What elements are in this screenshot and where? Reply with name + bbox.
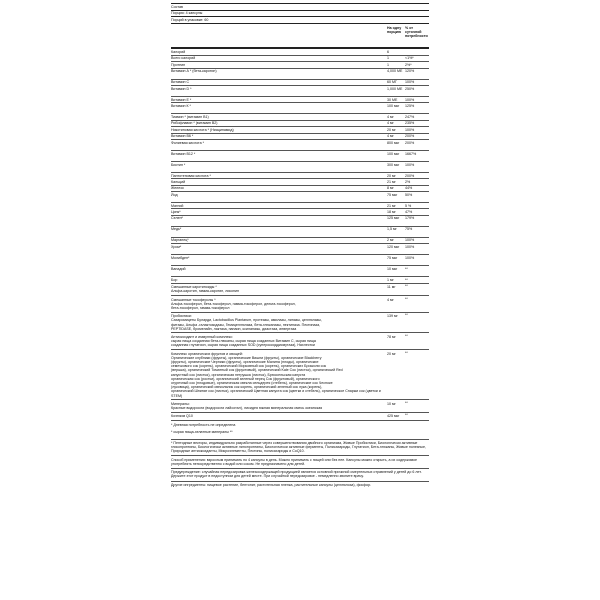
nutrient-dv: ** bbox=[405, 284, 408, 289]
amount-column-header: На одну порцию bbox=[387, 25, 402, 34]
nutrient-amount: 120 мкг bbox=[387, 244, 400, 249]
nutrient-name: Железо bbox=[171, 186, 184, 191]
ingredient-block bbox=[171, 413, 429, 421]
nutrient-amount: 78 мг bbox=[387, 334, 396, 339]
nutrient-amount: 4,000 МЕ bbox=[387, 69, 403, 74]
nutrient-dv: 235% bbox=[405, 121, 415, 126]
footer-warning: Предупреждение: случайная передозировка железосодержащей продукцией является основной причиной смертельных отравлений у детей до 6 лет. Держите этот продукт в недоступном для детей месте. При случайной передозировке - немедленно звоните врачу. bbox=[171, 468, 429, 481]
nutrient-name: Витамин А * (бета-каротин) bbox=[171, 69, 217, 74]
nutrient-name: Хром* bbox=[171, 244, 182, 249]
nutrient-name: Марганец* bbox=[171, 238, 189, 243]
nutrient-amount: 30 МЕ bbox=[387, 97, 398, 102]
nutrient-name: Витамин В6 * bbox=[171, 134, 194, 139]
nutrient-dv: 125% bbox=[405, 103, 415, 108]
nutrient-amount: 4 мг bbox=[387, 121, 394, 126]
nutrient-amount: 8 мг bbox=[387, 186, 394, 191]
nutrient-name: Молибден* bbox=[171, 255, 190, 260]
nutrient-name: Кальций bbox=[171, 179, 186, 184]
nutrient-dv: ** bbox=[405, 313, 408, 318]
nutrient-name: Витамин D * bbox=[171, 86, 192, 91]
nutrient-name: Минералы: Красные водоросли (водоросли лайсотал), лисидея южная минеральная смесь океанская bbox=[171, 401, 323, 411]
nutrient-amount: 10 мкг bbox=[387, 266, 398, 271]
nutrient-amount: 425 мкг bbox=[387, 414, 400, 419]
nutrient-name: Пантотеновая кислота * bbox=[171, 173, 211, 178]
nutrient-amount: 300 мкг bbox=[387, 162, 400, 167]
nutrient-dv: 100% bbox=[405, 255, 415, 260]
nutrient-row bbox=[171, 266, 429, 277]
footer-peptides: * Пептидные векторы, индивидуально разработанные через совершенствования двойного организма, Живые Пробиотики, Биологически активные гликопротеины, Биологически активные липопротеины, Биологически активные ферменты, Полисахариды, Глутатион, Бета-глюканы, Живые полезные, Природные антиоксиданты, Микроэлементы, Пектины, полисахариды и CoQ10. bbox=[171, 439, 429, 456]
nutrient-amount: 21 мг bbox=[387, 203, 396, 208]
nutrient-amount: 75 мкг bbox=[387, 255, 398, 260]
nutrient-dv: 75% bbox=[405, 227, 413, 232]
footnote-dv: * Дневная потребность не определена bbox=[171, 423, 236, 428]
nutrient-row bbox=[171, 255, 429, 266]
nutrient-name: Магний bbox=[171, 203, 184, 208]
nutrient-dv: 100% bbox=[405, 162, 415, 167]
nutrient-dv: 179% bbox=[405, 216, 415, 221]
ingredient-block bbox=[171, 313, 429, 334]
nutrient-name: Антиоксидант и иммунный комплекс: сырая пища созданная бета-глюканы, сырая пища созданных Витамин С, сырая пища созданная глутатион, сырая пища созданных SOD (супероксиддисмутаза), Нахлестки bbox=[171, 334, 316, 348]
nutrient-dv: ** bbox=[405, 296, 408, 301]
column-header bbox=[171, 24, 429, 41]
nutrient-dv: ** bbox=[405, 350, 408, 355]
nutrient-name: Витамин В12 * bbox=[171, 151, 196, 156]
nutrient-dv: 250% bbox=[405, 86, 415, 91]
nutrient-dv: 50% bbox=[405, 192, 413, 197]
nutrient-name: Витамин С bbox=[171, 80, 190, 85]
nutrient-name: Витамин К * bbox=[171, 103, 191, 108]
nutrient-name: Витамин Е * bbox=[171, 97, 192, 102]
nutrient-dv: 5 % bbox=[405, 203, 412, 208]
nutrient-row bbox=[171, 140, 429, 151]
nutrient-dv: ** bbox=[405, 400, 408, 405]
nutrient-amount: 1,000 МЕ bbox=[387, 86, 403, 91]
nutrient-dv: 2%* bbox=[405, 62, 412, 67]
nutrient-rows bbox=[171, 49, 429, 283]
nutrient-amount: 100 мкг bbox=[387, 103, 400, 108]
nutrient-amount: 20 мг bbox=[387, 351, 396, 356]
nutrient-dv: 47% bbox=[405, 210, 413, 215]
nutrient-amount: 4 мг bbox=[387, 114, 394, 119]
nutrient-amount: 139 мг bbox=[387, 314, 398, 319]
nutrient-row bbox=[171, 69, 429, 80]
nutrient-dv: ** bbox=[405, 413, 408, 418]
nutrient-name: Всего калорий bbox=[171, 56, 196, 61]
nutrient-amount: 10 мг bbox=[387, 401, 396, 406]
nutrient-name: Рибофлавин * (витамин В2) bbox=[171, 121, 218, 126]
dv-column-header: % от суточной потребности bbox=[405, 25, 428, 39]
nutrient-dv: 44% bbox=[405, 186, 413, 191]
nutrient-name: Коэнзим Q10 bbox=[171, 414, 193, 419]
nutrient-name: Комплекс органических фруктов и овощей: Органические клубники (фрукты), органические Вишни (фрукты), органические Blackberry (фрукты), органические Черники (фрукты), органические Малина (плоды), органические семечкового сок (корень), органический Морковный сок (корень), органических Брокколи сок (вершка), органический Томатный сок (фруктовый), органический Kale Сок (листья), органический Red капустный сок (листья), органическая петрушка (листья), Брюссельская капуста органическая сок (ростки), органический зеленый перец Сок (фруктовый), органического огуречный сок (плодовые), органическая свекла сельдерея (стебель), органические сок Чесноке (луковица), органический свекольник сок корень, органический зеленый сок лука (корень), органический Шпинат сок (листья), органический Цветная капуста сок (цветки и стебель), органическое Спаржи сок (цветки и STEM) bbox=[171, 351, 381, 398]
nutrient-row bbox=[171, 103, 429, 114]
nutrient-dv: 100% bbox=[405, 238, 415, 243]
nutrient-name: Смешанные токоферолы * Альфа-токоферол, бета-токоферол, гамма-токоферол, дельта-токоферол, бета-токоферол, гамма-токоферол bbox=[171, 297, 296, 310]
nutrient-dv: 120% bbox=[405, 69, 415, 74]
nutrient-amount: 6 bbox=[387, 49, 389, 54]
nutrient-dv: 2% bbox=[405, 179, 411, 184]
nutrient-dv: ** bbox=[405, 334, 408, 339]
nutrient-dv: 100% bbox=[405, 244, 415, 249]
nutrient-dv bbox=[405, 49, 429, 50]
nutrient-amount: 800 мкг bbox=[387, 140, 400, 145]
nutrient-amount: 1,5 мг bbox=[387, 227, 397, 232]
nutrient-name: Смешанные каротиноиды * Альфа-каротин, гамма-каротин, ликопин bbox=[171, 285, 239, 294]
nutrient-dv: 100% bbox=[405, 97, 415, 102]
nutrient-dv: 100% bbox=[405, 80, 415, 85]
nutrient-row bbox=[171, 244, 429, 255]
nutrient-dv: 1667% bbox=[405, 151, 417, 156]
nutrient-name: Йод bbox=[171, 192, 178, 197]
nutrient-name: Медь* bbox=[171, 227, 182, 232]
nutrient-dv: 247% bbox=[405, 114, 415, 119]
nutrient-amount: 2 мг bbox=[387, 238, 394, 243]
nutrient-name: Протеин bbox=[171, 62, 186, 67]
nutrient-amount: 1 мг bbox=[387, 277, 394, 282]
nutrient-amount: 21 мг bbox=[387, 179, 396, 184]
nutrient-amount: 60 МГ bbox=[387, 80, 397, 85]
nutrient-name: Цинк* bbox=[171, 210, 181, 215]
ingredient-blocks bbox=[171, 284, 429, 421]
nutrient-row bbox=[171, 216, 429, 227]
nutrient-dv: 200% bbox=[405, 173, 415, 178]
ingredient-block bbox=[171, 333, 429, 350]
nutrient-amount: 4 мг bbox=[387, 297, 394, 302]
nutrient-amount: 100 мкг bbox=[387, 151, 400, 156]
nutrient-amount: 20 мг bbox=[387, 127, 396, 132]
nutrient-row bbox=[171, 86, 429, 97]
ingredient-block bbox=[171, 350, 429, 400]
nutrient-row bbox=[171, 162, 429, 173]
nutrient-amount: 75 мкг bbox=[387, 192, 398, 197]
nutrient-name: Ванадий bbox=[171, 266, 186, 271]
nutrient-dv: 100% bbox=[405, 127, 415, 132]
nutrient-name: Селен* bbox=[171, 216, 183, 221]
nutrient-dv: <1%* bbox=[405, 56, 414, 61]
nutrient-amount: 4 мг bbox=[387, 134, 394, 139]
nutrient-row bbox=[171, 151, 429, 162]
nutrient-amount: 18 мг bbox=[387, 210, 396, 215]
nutrient-name: Тиамин * (витамин В1) bbox=[171, 114, 209, 119]
footnotes bbox=[171, 423, 429, 436]
nutrient-name: Фолиевая кислота * bbox=[171, 140, 205, 145]
ingredient-block bbox=[171, 400, 429, 412]
nutrient-amount: 11 мг bbox=[387, 285, 396, 290]
ingredient-block bbox=[171, 284, 429, 296]
nutrient-amount: 1 bbox=[387, 56, 389, 61]
label-footer bbox=[171, 439, 429, 489]
nutrient-dv: 200% bbox=[405, 140, 415, 145]
nutrient-dv: ** bbox=[405, 277, 408, 282]
nutrient-row bbox=[171, 227, 429, 238]
nutrient-name: Никотиновая кислота * (Ниацинамид) bbox=[171, 127, 234, 132]
nutrient-amount: 125 мкг bbox=[387, 216, 400, 221]
nutrient-name: Бор bbox=[171, 277, 178, 282]
nutrient-amount: 1 bbox=[387, 62, 389, 67]
servings-per-container: Порций в упаковке: 60 bbox=[171, 17, 429, 24]
nutrient-name: Пробиотики: Сахаромицеты Буларди, Lactobacillus Plantarum, протеазы, амилазы, липазы, целлюлазы, фитазы, Альфа -галактозидазы, Гемицеллюлаза, бета-глюканазы, пектиназа. Пектиназа, PEPTIDASE, бромелайн, лактаза, папаин, ксиланазы, диастаза, инвертаза bbox=[171, 314, 322, 331]
nutrient-dv: ** bbox=[405, 266, 408, 271]
footer-other-ingredients: Другие ингредиенты: пищевое растение, бентонит, растительная пленка, растительные капсулы (целлюлоза), фосфор. bbox=[171, 481, 429, 489]
footnote-chelated: * сырая пища-хелатные минералы ** bbox=[171, 429, 233, 434]
nutrient-name: Калорий bbox=[171, 49, 186, 54]
nutrient-row bbox=[171, 192, 429, 203]
ingredient-block bbox=[171, 296, 429, 313]
nutrient-name: Биотин * bbox=[171, 162, 186, 167]
serving-size: Порция: 4 капсулы bbox=[171, 11, 429, 18]
footer-directions: Способ применения: взрослым принимать по 4 капсулы в день. Можно принимать с пищей или без нее. Капсулы можно открыть, а их содержимое употреблять непосредственно с водой или соком. Не предназначено для детей. bbox=[171, 455, 429, 468]
nutrient-dv: 200% bbox=[405, 134, 415, 139]
supplement-facts-label bbox=[171, 3, 429, 489]
header-divider bbox=[171, 40, 429, 49]
label-title: Состав bbox=[171, 3, 429, 11]
nutrient-amount: 20 мг bbox=[387, 173, 396, 178]
